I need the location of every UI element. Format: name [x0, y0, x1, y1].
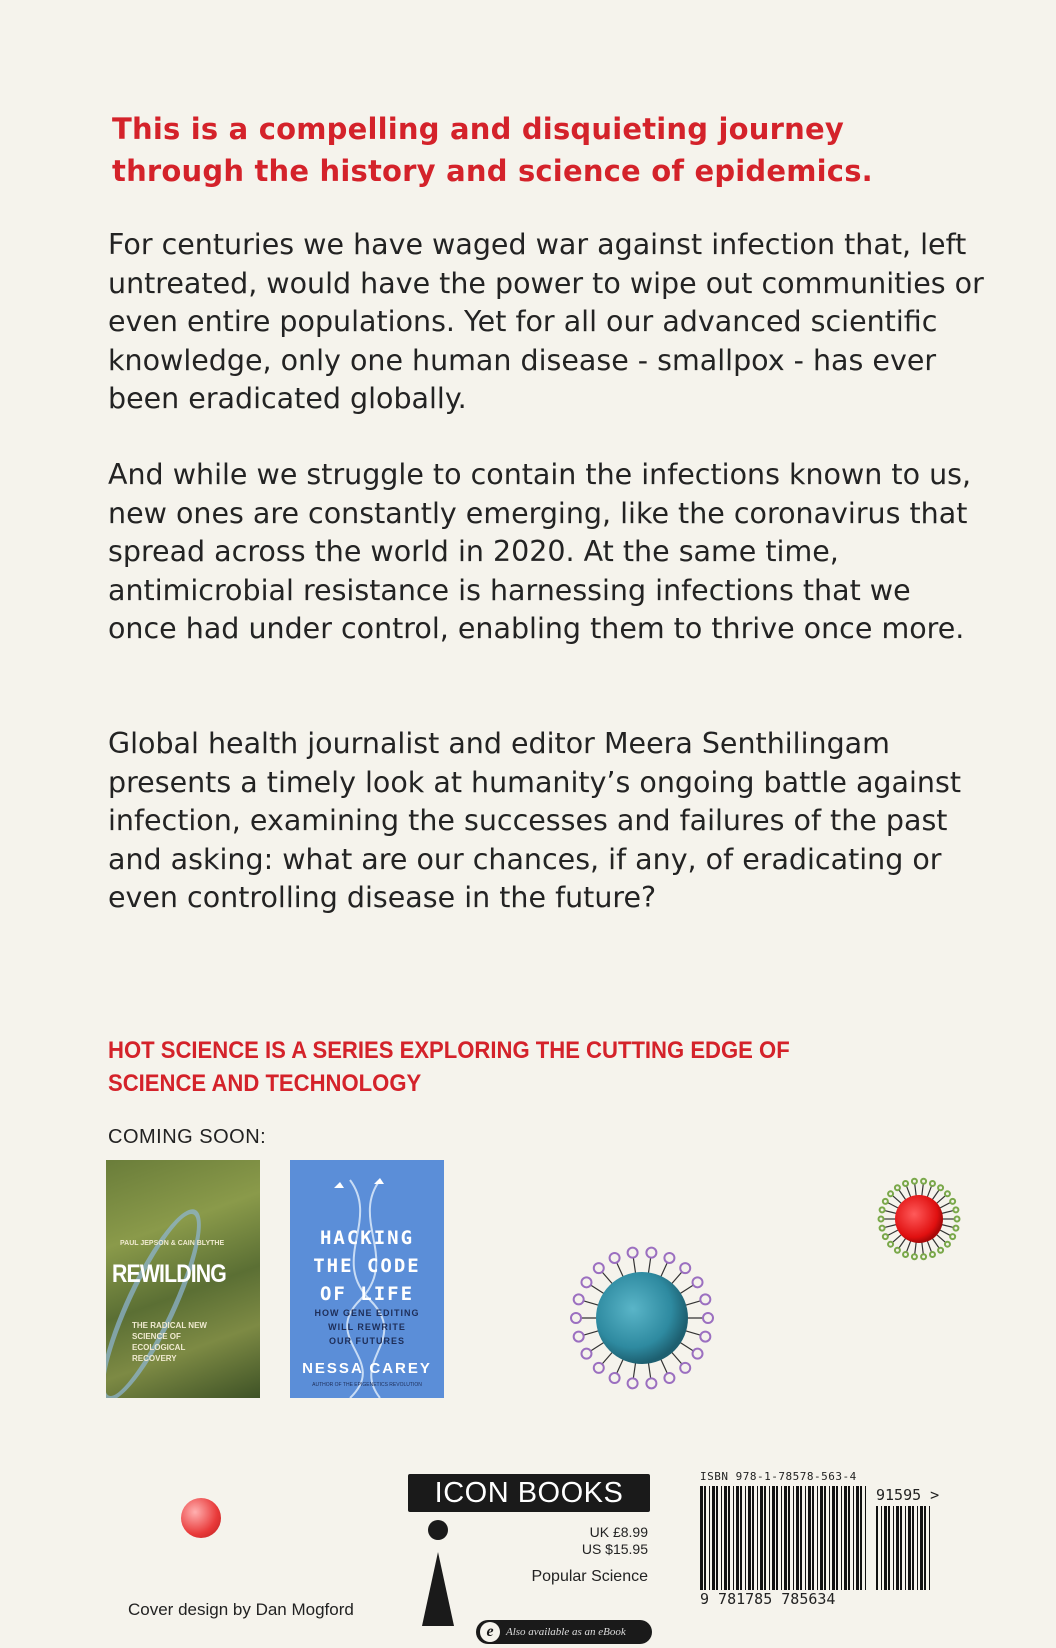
price-list — [540, 1524, 648, 1558]
series-heading: HOT SCIENCE IS A SERIES EXPLORING THE CUTTING EDGE OF SCIENCE AND TECHNOLOGY — [108, 1037, 790, 1097]
isbn-text: ISBN 978-1-78578-563-4 — [700, 1470, 857, 1483]
body-paragraph-1: For centuries we have waged war against infection that, left untreated, would have the power to wipe out communities or even entire populations. Yet for all our advanced scientific knowledge, only one human disease - smallpox - has ever been eradicated globally. — [108, 228, 984, 415]
barcode-main — [700, 1486, 870, 1590]
book-subtitle: HOW GENE EDITING WILL REWRITE OUR FUTURES — [314, 1308, 420, 1346]
price-uk: UK £8.99 — [589, 1524, 648, 1540]
book-cover-hacking-the-code-of-life — [290, 1160, 444, 1398]
ebook-icon: e — [480, 1622, 500, 1642]
book-author-note: AUTHOR OF THE EPIGENETICS REVOLUTION — [312, 1382, 422, 1388]
book-cover-rewilding — [106, 1160, 260, 1398]
book-title: HACKING THE CODE OF LIFE — [313, 1227, 421, 1305]
book-subtitle: THE RADICAL NEW SCIENCE OF ECOLOGICAL RECOVERY — [132, 1321, 207, 1363]
book-author: NESSA CAREY — [302, 1360, 432, 1377]
river-illustration — [106, 1199, 218, 1398]
coming-soon-label: COMING SOON: — [108, 1126, 267, 1148]
publisher-logo: ICON BOOKS — [408, 1474, 650, 1512]
ebook-badge — [476, 1620, 652, 1644]
barcode-addon — [876, 1506, 936, 1590]
tagline: This is a compelling and disquieting journey through the history and science of epidemics. — [112, 112, 873, 188]
blue-virus-icon — [568, 1244, 716, 1392]
ebook-text: Also available as an eBook — [506, 1626, 626, 1638]
barcode-number: 9 781785 785634 — [700, 1590, 836, 1608]
red-cell-icon — [181, 1498, 221, 1538]
publisher-figure-icon — [418, 1518, 458, 1628]
genre-label: Popular Science — [531, 1568, 648, 1585]
barcode-block — [700, 1470, 950, 1640]
red-virus-icon — [876, 1176, 962, 1262]
book-title: REWILDING — [112, 1260, 226, 1288]
body-paragraph-3: Global health journalist and editor Meera Senthilingam presents a timely look at humanity’s ongoing battle against infection, examining the successes and failures of the past and asking: what are our chances, if any, of eradicating or even controlling disease in the future? — [108, 727, 961, 914]
price-us: US $15.95 — [581, 1541, 648, 1557]
body-paragraph-2: And while we struggle to contain the infections known to us, new ones are constantly emerging, like the coronavirus that spread across the world in 2020. At the same time, antimicrobial resistance is harnessing infections that we once had under control, enabling them to thrive once more. — [108, 458, 972, 645]
barcode-addon-number: 91595 > — [876, 1486, 940, 1504]
cover-credit: Cover design by Dan Mogford — [128, 1600, 354, 1619]
book-authors: PAUL JEPSON & CAIN BLYTHE — [120, 1240, 225, 1247]
